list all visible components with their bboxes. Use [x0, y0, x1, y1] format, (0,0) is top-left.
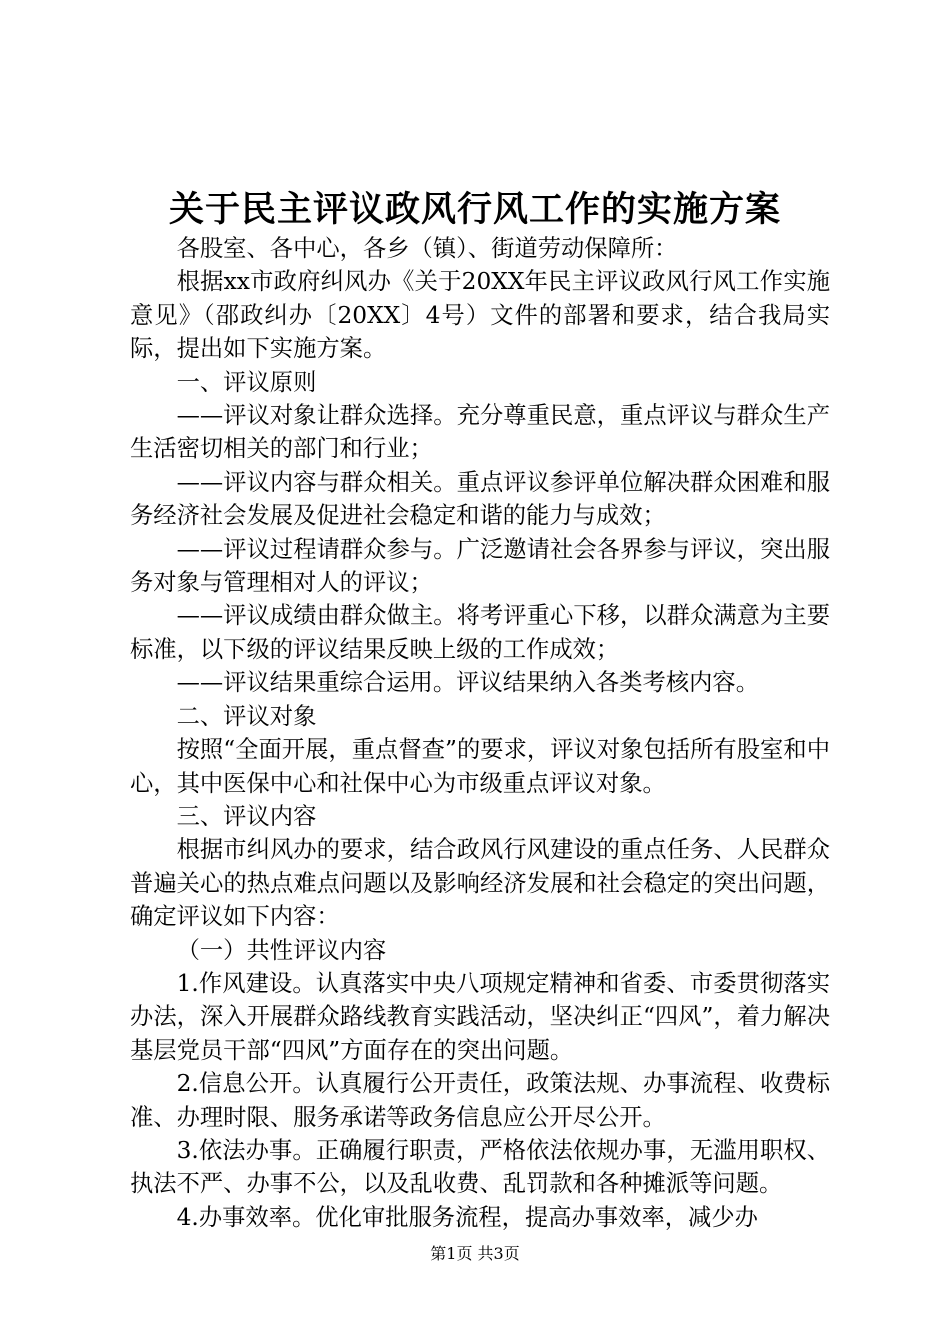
section-heading-principles: 一、评议原则	[176, 368, 317, 396]
principle-paragraph: ——评议结果重综合运用。评议结果纳入各类考核内容。	[176, 669, 760, 697]
section-heading-targets: 二、评议对象	[176, 702, 317, 730]
subsection-heading-common: （一）共性评议内容	[176, 936, 387, 964]
principle-paragraph: ——评议过程请群众参与。广泛邀请社会各界参与评议，突出服务对象与管理相对人的评议；	[130, 535, 830, 597]
section-heading-content: 三、评议内容	[176, 802, 317, 830]
document-body	[130, 232, 830, 1234]
targets-paragraph: 按照“全面开展，重点督查”的要求，评议对象包括所有股室和中心，其中医保中心和社保中心为市级重点评议对象。	[130, 736, 830, 797]
salutation-paragraph: 各股室、各中心，各乡（镇）、街道劳动保障所：	[176, 235, 678, 262]
content-item-paragraph: 1.作风建设。认真落实中央八项规定精神和省委、市委贯彻落实办法，深入开展群众路线教育实践活动，坚决纠正“四风”，着力解决基层党员干部“四风”方面存在的突出问题。	[130, 969, 830, 1064]
content-item-paragraph: 4.办事效率。优化审批服务流程，提高办事效率，减少办	[176, 1203, 758, 1231]
content-item-paragraph: 2.信息公开。认真履行公开责任，政策法规、办事流程、收费标准、办理时限、服务承诺等政务信息应公开尽公开。	[130, 1070, 830, 1131]
intro-paragraph: 根据xx市政府纠风办《关于20XX年民主评议政风行风工作实施意见》（邵政纠办〔20XX〕4号）文件的部署和要求，结合我局实际，提出如下实施方案。	[130, 268, 830, 363]
content-intro-paragraph: 根据市纠风办的要求，结合政风行风建设的重点任务、人民群众普遍关心的热点难点问题以及影响经济发展和社会稳定的突出问题，确定评议如下内容：	[130, 836, 830, 931]
document-title: 关于民主评议政风行风工作的实施方案	[168, 189, 781, 230]
page-footer: 第1页 共3页	[430, 1244, 520, 1263]
content-item-paragraph: 3.依法办事。正确履行职责，严格依法依规办事，无滥用职权、执法不严、办事不公，以及乱收费、乱罚款和各种摊派等问题。	[130, 1136, 830, 1198]
principle-paragraph: ——评议成绩由群众做主。将考评重心下移，以群众满意为主要标准，以下级的评议结果反映上级的工作成效；	[130, 602, 830, 663]
principle-paragraph: ——评议对象让群众选择。充分尊重民意，重点评议与群众生产生活密切相关的部门和行业；	[130, 402, 830, 463]
principle-paragraph: ——评议内容与群众相关。重点评议参评单位解决群众困难和服务经济社会发展及促进社会稳定和谐的能力与成效；	[130, 468, 830, 530]
